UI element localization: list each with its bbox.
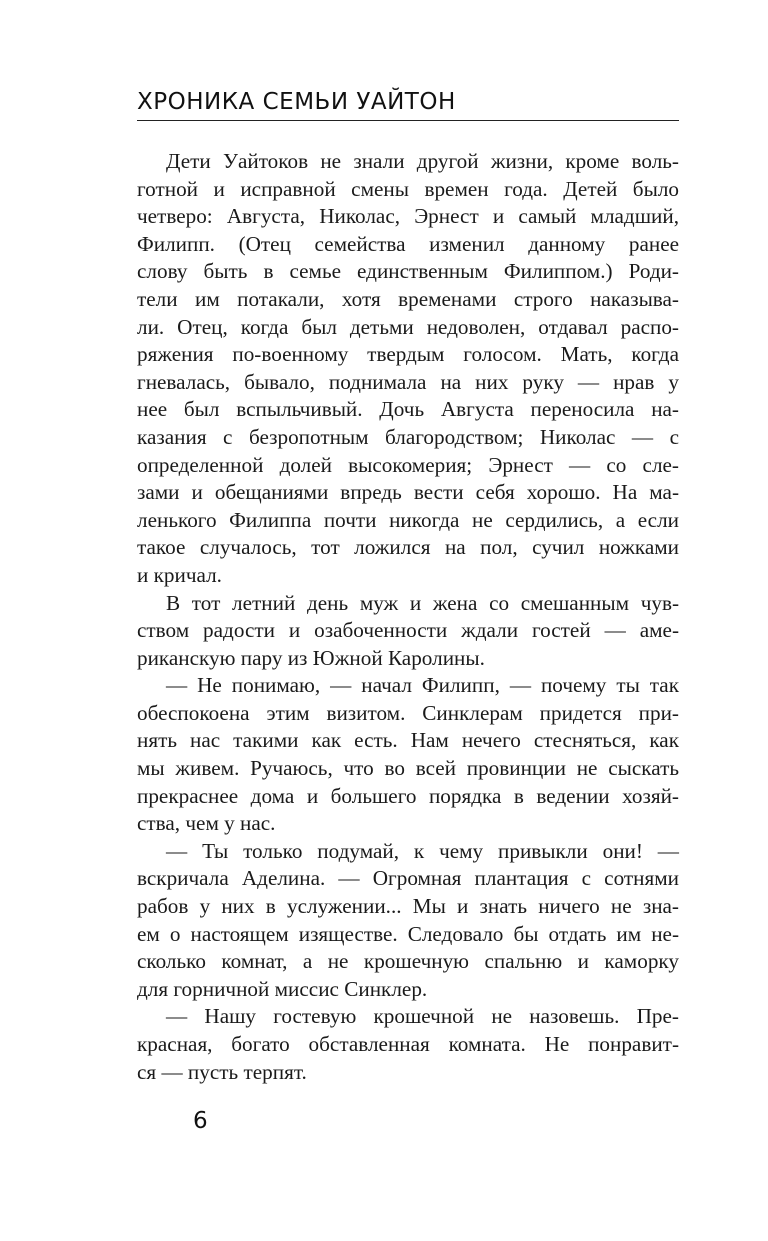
text-line: риканскую пару из Южной Каролины. [137, 645, 485, 670]
text-line: такое случалось, тот ложился на пол, сучил ножками [137, 535, 679, 560]
text-line: зами и обещаниями впредь вести себя хорошо. На ма- [137, 480, 679, 505]
text-line: прекраснее дома и большего порядка в ведении хозяй- [137, 783, 679, 808]
text-line: — Не понимаю, — начал Филипп, — почему ты так [166, 673, 679, 698]
text-line: определенной долей высокомерия; Эрнест — со сле- [137, 452, 679, 477]
paragraph [137, 672, 679, 838]
text-line: ством радости и озабоченности ждали гостей — аме- [137, 618, 679, 643]
paragraph [137, 838, 679, 1004]
text-line: — Нашу гостевую крошечной не назовешь. Пре- [166, 1004, 679, 1029]
text-line: обеспокоена этим визитом. Синклерам придется при- [137, 700, 679, 725]
text-line: нять нас такими как есть. Нам нечего стесняться, как [137, 728, 679, 753]
text-line: гневалась, бывало, поднимала на них руку — нрав у [137, 369, 679, 394]
text-line: и кричал. [137, 562, 222, 587]
text-line: готной и исправной смены времен года. Детей было [137, 176, 679, 201]
text-line: рабов у них в услужении... Мы и знать ничего не зна- [137, 894, 679, 919]
text-line: ли. Отец, когда был детьми недоволен, отдавал распо- [137, 314, 679, 339]
text-line: ряжения по-военному твердым голосом. Мать, когда [137, 342, 679, 367]
text-line: тели им потакали, хотя временами строго наказыва- [137, 286, 679, 311]
text-line: Филипп. (Отец семейства изменил данному ранее [137, 231, 679, 256]
text-line: Дети Уайтоков не знали другой жизни, кроме воль- [166, 149, 679, 173]
text-line: ся — пусть терпят. [137, 1059, 307, 1084]
text-line: В тот летний день муж и жена со смешанным чув- [166, 590, 679, 615]
text-line: ем о настоящем изяществе. Следовало бы отдать им не- [137, 921, 679, 946]
text-line: слову быть в семье единственным Филиппом.) Роди- [137, 259, 679, 284]
text-line: красная, богато обставленная комната. Не понравит- [137, 1032, 679, 1056]
running-head: ХРОНИКА СЕМЬИ УАЙТОН [137, 89, 456, 115]
text-line: ства, чем у нас. [137, 811, 276, 836]
text-line: нее был вспыльчивый. Дочь Августа переносила на- [137, 397, 679, 422]
paragraph [137, 1003, 679, 1086]
text-line: ленького Филиппа почти никогда не сердились, а если [137, 507, 679, 532]
page-number: 6 [193, 1108, 208, 1134]
text-line: вскричала Аделина. — Огромная плантация с сотнями [137, 866, 679, 891]
header-rule [137, 120, 679, 121]
text-line: — Ты только подумай, к чему привыкли они! — [166, 838, 679, 863]
text-line: мы живем. Ручаюсь, что во всей провинции не сыскать [137, 756, 679, 781]
text-line: для горничной миссис Синклер. [137, 976, 428, 1001]
text-line: четверо: Августа, Николас, Эрнест и самый младший, [137, 204, 679, 229]
text-line: сколько комнат, а не крошечную спальню и каморку [137, 949, 679, 974]
paragraph [137, 148, 679, 590]
paragraph [137, 590, 679, 673]
text-line: казания с безропотным благородством; Николас — с [137, 424, 679, 449]
body-text [137, 148, 679, 1086]
